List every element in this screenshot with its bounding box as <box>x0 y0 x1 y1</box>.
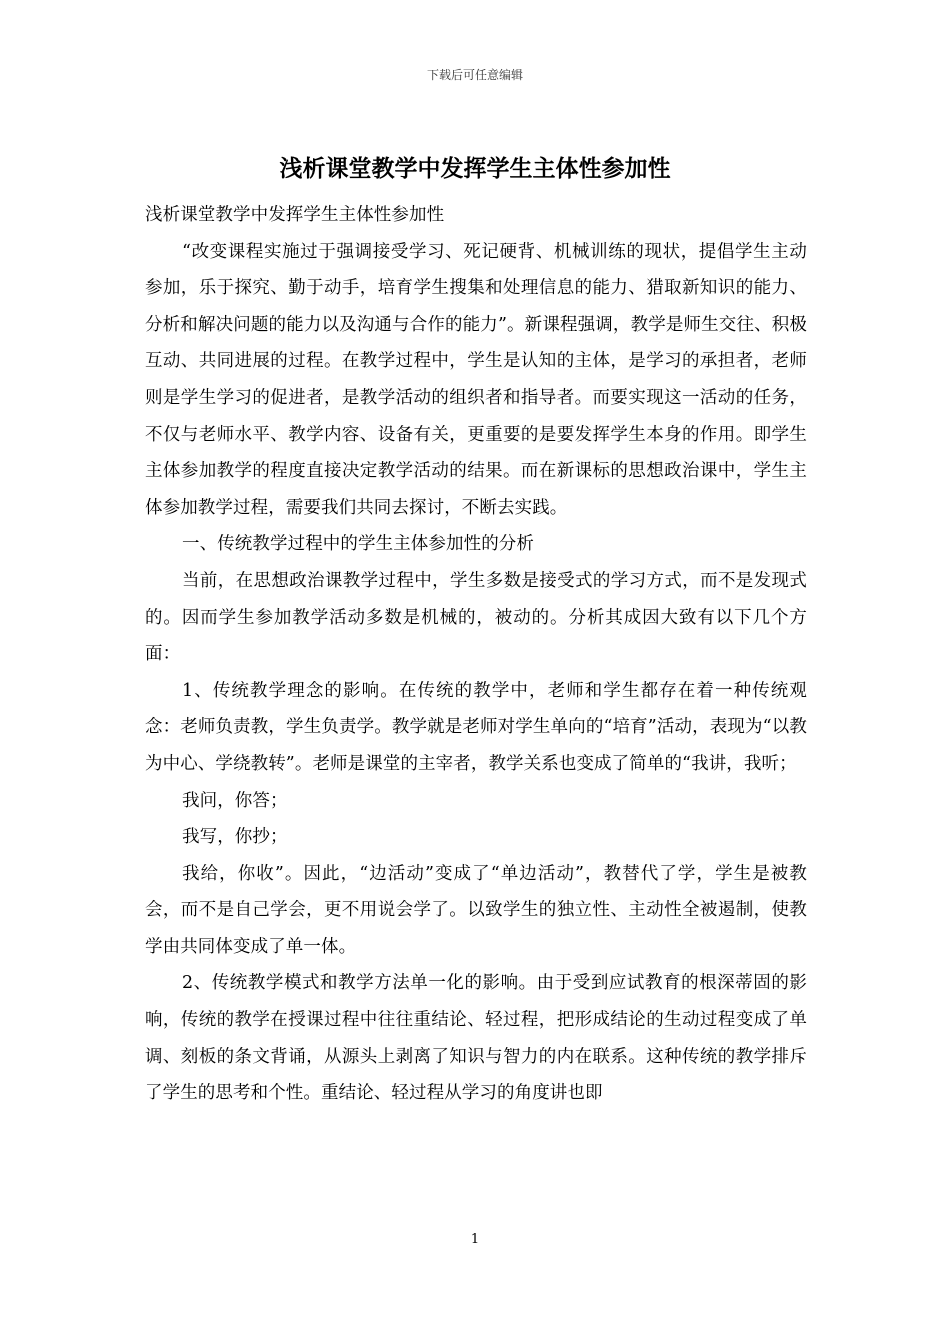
document-body <box>145 197 807 1112</box>
paragraph-point-2: 2、传统教学模式和教学方法单一化的影响。由于受到应试教育的根深蒂固的影响，传统的教学在授课过程中往往重结论、轻过程，把形成结论的生动过程变成了单调、刻板的条文背诵，从源头上剥离了知识与智力的内在联系。这种传统的教学排斥了学生的思考和个性。重结论、轻过程从学习的角度讲也即 <box>145 973 807 1104</box>
page-number: 1 <box>470 1232 480 1247</box>
paragraph-give-receive: 我给，你收”。因此，“边活动”变成了“单边活动”，教替代了学，学生是被教会，而不是自己学会，更不用说会学了。以致学生的独立性、主动性全被遏制，使教学由共同体变成了单一体。 <box>145 863 807 957</box>
paragraph-write-copy: 我写，你抄； <box>182 827 288 848</box>
paragraph-ask-answer: 我问，你答； <box>182 790 288 811</box>
document-title: 浅析课堂教学中发挥学生主体性参加性 <box>279 155 671 182</box>
header-note: 下载后可任意编辑 <box>426 68 523 82</box>
section-heading: 一、传统教学过程中的学生主体参加性的分析 <box>182 534 534 555</box>
paragraph-point-1: 1、传统教学理念的影响。在传统的教学中，老师和学生都存在着一种传统观念：老师负责教，学生负责学。教学就是老师对学生单向的“培育”活动，表现为“以教为中心、学绕教转”。老师是课堂的主宰者，教学关系也变成了简单的“我讲，我听； <box>145 680 807 774</box>
paragraph-current-state: 当前，在思想政治课教学过程中，学生多数是接受式的学习方式，而不是发现式的。因而学生参加教学活动多数是机械的，被动的。分析其成因大致有以下几个方面： <box>145 570 807 665</box>
paragraph-intro: “改变课程实施过于强调接受学习、死记硬背、机械训练的现状，提倡学生主动参加，乐于探究、勤于动手，培育学生搜集和处理信息的能力、猎取新知识的能力、分析和解决问题的能力以及沟通与合作的能力”。新课程强调，教学是师生交往、积极互动、共同进展的过程。在教学过程中，学生是认知的主体，是学习的承担者，老师则是学生学习的促进者，是教学活动的组织者和指导者。而要实现这一活动的任务，不仅与老师水平、教学内容、设备有关，更重要的是要发挥学生本身的作用。即学生主体参加教学的程度直接决定教学活动的结果。而在新课标的思想政治课中，学生主体参加教学过程，需要我们共同去探讨，不断去实践。 <box>145 241 807 518</box>
paragraph-subtitle: 浅析课堂教学中发挥学生主体性参加性 <box>145 205 445 225</box>
